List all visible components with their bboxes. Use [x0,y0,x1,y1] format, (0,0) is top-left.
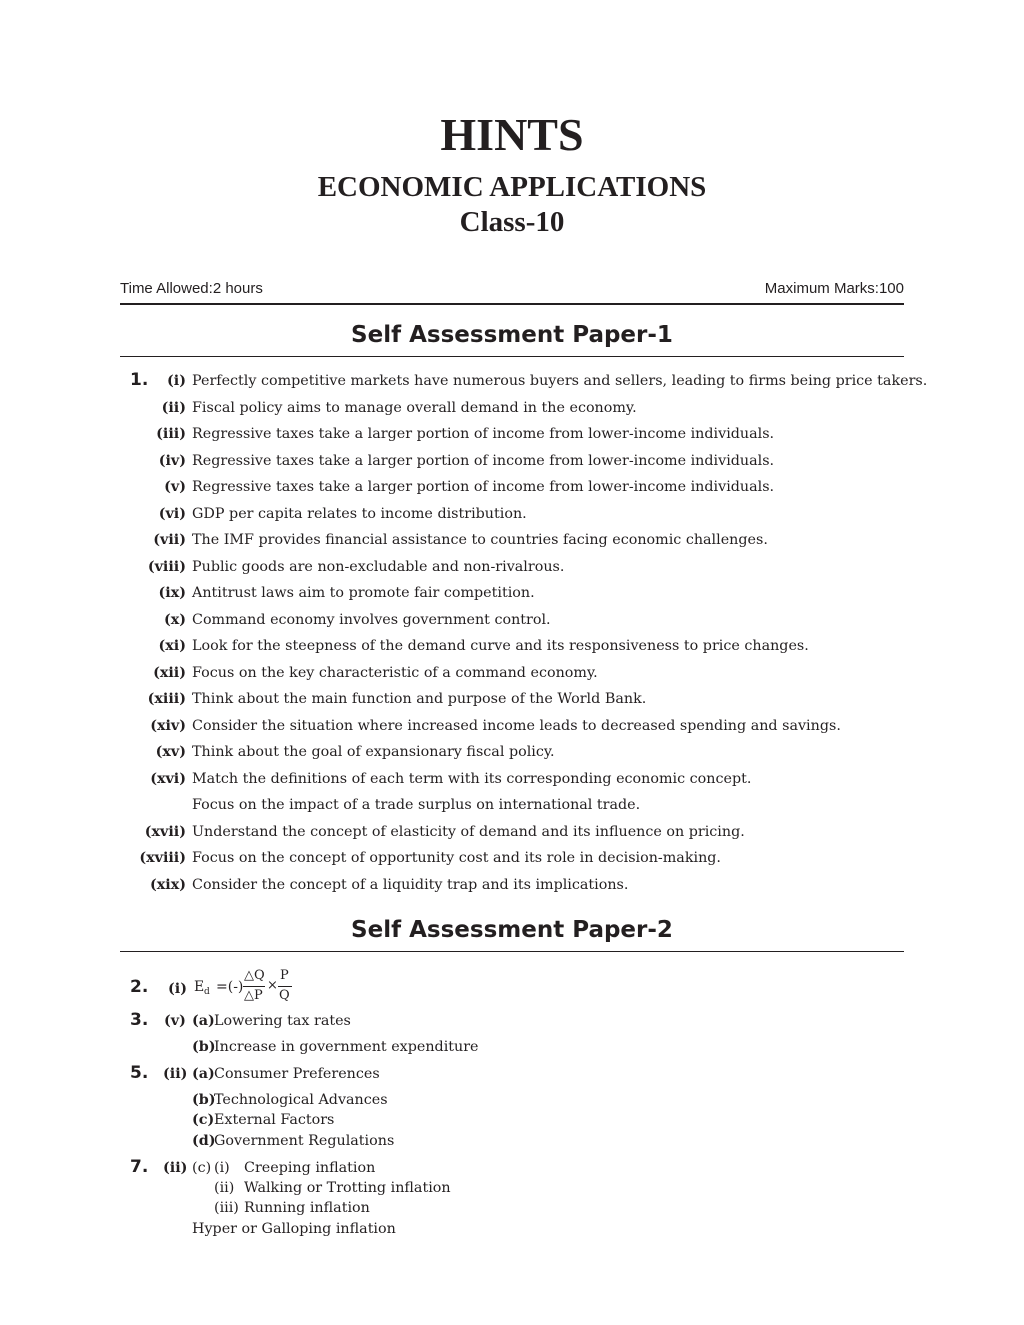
question-number: 5. [130,1063,149,1083]
hint-label: (xvii) [144,823,186,840]
sub-item-text: Technological Advances [214,1092,388,1108]
formula-numerator-delta-q: △Q [244,968,265,983]
header-divider [120,303,904,305]
sub-item-text: Lowering tax rates [214,1013,351,1029]
formula-denominator-delta-p: △P [244,988,263,1003]
formula-times: × [267,978,278,993]
sub-item-text: Government Regulations [214,1133,395,1149]
question-number: 7. [130,1157,149,1177]
question-part-label: (i) [168,981,187,997]
question-number: 3. [130,1010,149,1030]
sub-item-label: (c) [192,1112,215,1128]
sub-item-label: (a) [192,1066,215,1082]
hint-label: (i) [167,373,186,389]
hint-label: (xii) [153,664,186,681]
hint-label: (x) [163,611,186,628]
sub-sub-item-label: (iii) [214,1200,239,1216]
hint-text: Look for the steepness of the demand curve and its responsiveness to price changes. [192,638,809,654]
hint-text: GDP per capita relates to income distribution. [192,505,527,522]
question-part-label: (ii) [163,1066,188,1082]
hint-text: Think about the goal of expansionary fiscal policy. [192,744,555,760]
maximum-marks: Maximum Marks:100 [764,280,904,297]
hint-label: (xv) [155,744,186,760]
sub-item-text: External Factors [214,1112,335,1128]
hint-label: (iv) [158,452,186,469]
section-title-paper-1: Self Assessment Paper-1 [351,322,673,348]
class-label: Class-10 [459,206,565,238]
formula-lhs-subscript: d [204,987,210,997]
sub-item-label: (b) [192,1092,216,1108]
subject-title: ECONOMIC APPLICATIONS [317,171,707,203]
question-number: 1. [130,370,149,390]
hint-label: (vii) [153,532,186,548]
sub-sub-item-text: Walking or Trotting inflation [244,1180,451,1196]
fraction-bar [278,986,292,987]
sub-sub-item-text: Creeping inflation [244,1160,376,1176]
hint-text: Perfectly competitive markets have numerous buyers and sellers, leading to firms being price takers. [192,373,928,389]
hint-text: Fiscal policy aims to manage overall demand in the economy. [192,399,637,416]
section-divider-paper-2 [120,951,904,952]
hint-text: Focus on the concept of opportunity cost and its role in decision-making. [192,850,721,866]
section-title-paper-2: Self Assessment Paper-2 [351,917,673,943]
page-title: HINTS [440,109,584,160]
sub-sub-item-text: Running inflation [244,1200,370,1216]
hint-label: (ii) [161,399,186,416]
hint-label: (iii) [156,426,186,442]
hint-text: Regressive taxes take a larger portion of income from lower-income individuals. [192,479,775,495]
sub-item-label: (c) [192,1160,212,1176]
hint-text: Match the definitions of each term with its corresponding economic concept. [192,770,752,787]
hint-text: Understand the concept of elasticity of demand and its influence on pricing. [192,823,745,840]
sub-item-label: (a) [192,1013,215,1029]
sub-item-text: Consumer Preferences [214,1066,380,1082]
question-part-label: (v) [164,1013,186,1029]
hint-text: Think about the main function and purpose of the World Bank. [192,691,647,707]
hint-label: (xviii) [139,850,186,866]
hint-label: (xi) [158,638,186,654]
hint-label: (xvi) [150,770,186,787]
hint-text: Regressive taxes take a larger portion of income from lower-income individuals. [192,426,775,442]
sub-item-text: Increase in government expenditure [214,1039,479,1055]
formula-denominator-q: Q [279,988,290,1003]
time-allowed: Time Allowed:2 hours [120,280,263,297]
section-divider-paper-1 [120,356,904,357]
hint-text: Antitrust laws aim to promote fair competition. [192,585,535,601]
fraction-bar [243,986,265,987]
sub-item-label: (b) [192,1039,216,1055]
question-part-label: (ii) [163,1160,188,1176]
hint-text: Command economy involves government control. [192,611,551,628]
hint-text: Focus on the key characteristic of a command economy. [192,664,598,681]
question-number: 2. [130,977,149,997]
hint-label: (xiv) [150,717,186,734]
extra-item-text: Hyper or Galloping inflation [192,1221,396,1237]
hint-label: (ix) [158,585,186,601]
hint-text: Focus on the impact of a trade surplus on international trade. [192,797,641,813]
formula-equals: =(-) [216,979,244,995]
hint-text: Regressive taxes take a larger portion of income from lower-income individuals. [192,452,775,469]
hint-label: (v) [164,479,186,495]
sub-sub-item-label: (i) [214,1160,230,1176]
sub-sub-item-label: (ii) [214,1180,235,1196]
formula-lhs: E [194,979,205,995]
hint-label: (vi) [158,505,186,522]
hint-text: The IMF provides financial assistance to countries facing economic challenges. [192,532,768,548]
hint-label: (xix) [149,876,186,893]
hint-label: (viii) [147,558,186,575]
hint-text: Consider the situation where increased income leads to decreased spending and savings. [192,717,841,734]
sub-item-label: (d) [192,1133,216,1149]
hint-label: (xiii) [147,691,186,707]
formula-numerator-p: P [280,968,289,983]
hint-text: Public goods are non-excludable and non-rivalrous. [192,558,565,575]
hint-text: Consider the concept of a liquidity trap and its implications. [192,876,629,893]
